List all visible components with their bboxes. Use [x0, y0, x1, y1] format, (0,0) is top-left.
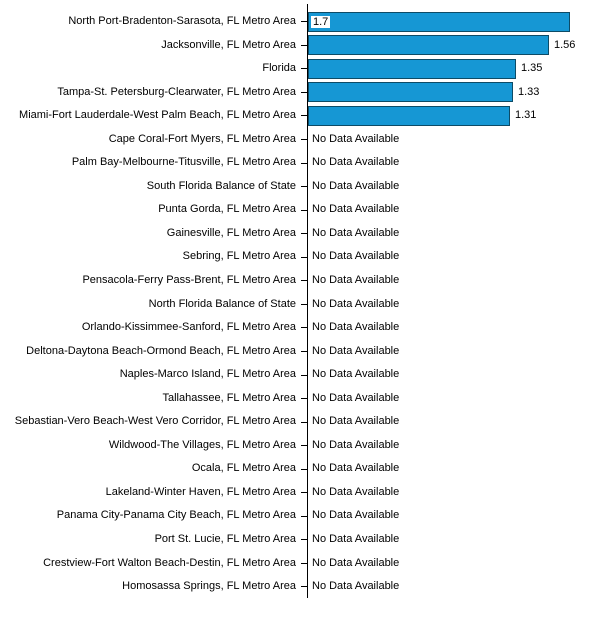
chart-row: [0, 552, 600, 576]
value-label: 1.7: [313, 15, 329, 28]
axis-tick: [301, 233, 307, 234]
category-label: Jacksonville, FL Metro Area: [161, 38, 296, 51]
axis-tick: [301, 304, 307, 305]
axis-tick: [301, 21, 307, 22]
no-data-label: No Data Available: [312, 462, 400, 475]
chart-row: [0, 10, 600, 34]
axis-tick: [301, 163, 307, 164]
chart-row: [0, 293, 600, 317]
no-data-label: No Data Available: [312, 556, 400, 569]
axis-tick: [301, 68, 307, 69]
axis-tick: [301, 280, 307, 281]
no-data-label: No Data Available: [312, 321, 400, 334]
axis-tick: [301, 469, 307, 470]
axis-tick: [301, 210, 307, 211]
bar[interactable]: [308, 59, 516, 79]
no-data-label: No Data Available: [312, 438, 400, 451]
chart-row: [0, 175, 600, 199]
no-data-label: No Data Available: [312, 344, 400, 357]
category-label: Lakeland-Winter Haven, FL Metro Area: [105, 485, 296, 498]
no-data-label: No Data Available: [312, 509, 400, 522]
no-data-label: No Data Available: [312, 415, 400, 428]
chart-row: [0, 528, 600, 552]
no-data-label: No Data Available: [312, 533, 400, 546]
axis-tick: [301, 351, 307, 352]
no-data-label: No Data Available: [312, 368, 400, 381]
category-label: Tampa-St. Petersburg-Clearwater, FL Metro Area: [57, 85, 296, 98]
axis-tick: [301, 422, 307, 423]
axis-tick: [301, 539, 307, 540]
category-label: South Florida Balance of State: [146, 179, 296, 192]
no-data-label: No Data Available: [312, 485, 400, 498]
category-label: Cape Coral-Fort Myers, FL Metro Area: [108, 132, 296, 145]
chart-row: [0, 198, 600, 222]
axis-tick: [301, 445, 307, 446]
category-label: Pensacola-Ferry Pass-Brent, FL Metro Area: [82, 274, 296, 287]
no-data-label: No Data Available: [312, 132, 400, 145]
axis-tick: [301, 115, 307, 116]
chart-row: [0, 410, 600, 434]
chart-row: [0, 104, 600, 128]
category-label: North Florida Balance of State: [148, 297, 296, 310]
chart-row: [0, 222, 600, 246]
bar[interactable]: [308, 35, 549, 55]
axis-tick: [301, 516, 307, 517]
chart-row: [0, 481, 600, 505]
category-label: Deltona-Daytona Beach-Ormond Beach, FL Metro Area: [26, 344, 296, 357]
value-label: 1.33: [518, 85, 540, 98]
chart-row: [0, 363, 600, 387]
no-data-label: No Data Available: [312, 156, 400, 169]
chart-row: [0, 340, 600, 364]
category-label: Sebring, FL Metro Area: [182, 250, 296, 263]
category-label: Florida: [262, 62, 296, 75]
category-label: Crestview-Fort Walton Beach-Destin, FL Metro Area: [43, 556, 296, 569]
chart-row: [0, 245, 600, 269]
chart-row: [0, 151, 600, 175]
no-data-label: No Data Available: [312, 250, 400, 263]
axis-tick: [301, 563, 307, 564]
no-data-label: No Data Available: [312, 580, 400, 593]
axis-tick: [301, 92, 307, 93]
chart-row: [0, 316, 600, 340]
category-label: Naples-Marco Island, FL Metro Area: [119, 368, 296, 381]
axis-tick: [301, 257, 307, 258]
chart-rows: [0, 10, 600, 599]
bar[interactable]: [308, 82, 513, 102]
no-data-label: No Data Available: [312, 179, 400, 192]
no-data-label: No Data Available: [312, 226, 400, 239]
chart-row: [0, 504, 600, 528]
category-label: Tallahassee, FL Metro Area: [162, 391, 296, 404]
chart-row: [0, 57, 600, 81]
category-label: Port St. Lucie, FL Metro Area: [154, 533, 296, 546]
category-label: Panama City-Panama City Beach, FL Metro Area: [56, 509, 296, 522]
axis-tick: [301, 327, 307, 328]
chart-row: [0, 575, 600, 599]
category-label: North Port-Bradenton-Sarasota, FL Metro Area: [68, 15, 296, 27]
axis-tick: [301, 375, 307, 376]
chart-row: [0, 387, 600, 411]
no-data-label: No Data Available: [312, 274, 400, 287]
no-data-label: No Data Available: [312, 203, 400, 216]
bar[interactable]: [308, 106, 510, 126]
axis-tick: [301, 45, 307, 46]
no-data-label: No Data Available: [312, 297, 400, 310]
category-label: Palm Bay-Melbourne-Titusville, FL Metro Area: [71, 156, 296, 169]
category-label: Miami-Fort Lauderdale-West Palm Beach, FL Metro Area: [19, 109, 296, 122]
bar[interactable]: [308, 12, 570, 32]
axis-tick: [301, 586, 307, 587]
category-label: Punta Gorda, FL Metro Area: [158, 203, 296, 216]
axis-tick: [301, 186, 307, 187]
category-label: Sebastian-Vero Beach-West Vero Corridor, FL Metro Area: [14, 415, 296, 428]
chart-row: [0, 269, 600, 293]
category-label: Orlando-Kissimmee-Sanford, FL Metro Area: [81, 321, 296, 334]
value-label: 1.31: [515, 109, 537, 122]
category-label: Wildwood-The Villages, FL Metro Area: [108, 438, 296, 451]
value-label: 1.56: [554, 38, 576, 51]
axis-tick: [301, 398, 307, 399]
chart-row: [0, 128, 600, 152]
category-label: Ocala, FL Metro Area: [191, 462, 296, 475]
chart-row: [0, 457, 600, 481]
category-label: Gainesville, FL Metro Area: [166, 226, 296, 239]
axis-tick: [301, 492, 307, 493]
no-data-label: No Data Available: [312, 391, 400, 404]
chart-row: [0, 34, 600, 58]
category-label: Homosassa Springs, FL Metro Area: [122, 580, 296, 593]
axis-tick: [301, 139, 307, 140]
chart-row: [0, 81, 600, 105]
value-label: 1.35: [521, 62, 543, 75]
chart-row: [0, 434, 600, 458]
